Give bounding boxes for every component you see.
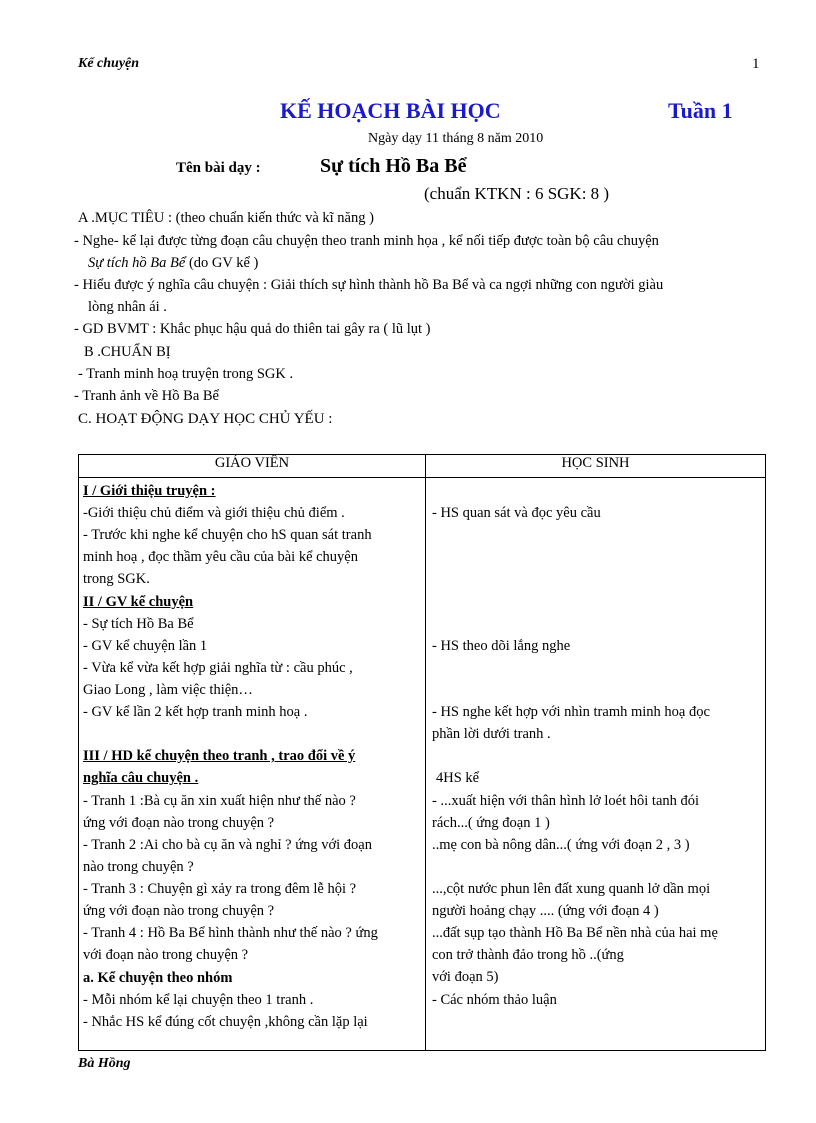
section-heading-3: III / HD kể chuyện theo tranh , trao đổi về ý (83, 748, 356, 764)
objective-note: (do GV kể ) (188, 255, 259, 271)
teacher-line: ứng với đoạn nào trong chuyện ? (83, 815, 275, 831)
teacher-line: - GV kể lần 2 kết hợp tranh minh hoạ . (83, 704, 308, 720)
objective-line (88, 255, 258, 272)
student-line: - ...xuất hiện với thân hình lở loét hôi tanh đói (432, 793, 700, 809)
teacher-line: - GV kể chuyện lần 1 (83, 638, 208, 654)
teacher-line: minh hoạ , đọc thầm yêu cầu của bài kể chuyện (83, 549, 358, 565)
teacher-line: - Tranh 3 : Chuyện gì xảy ra trong đêm lễ hội ? (83, 881, 357, 897)
objective-line: - Hiểu được ý nghĩa câu chuyện : Giải thích sự hình thành hồ Ba Bể và ca ngợi những con người giàu (74, 277, 664, 293)
teacher-line: ứng với đoạn nào trong chuyện ? (83, 903, 275, 919)
teacher-line: trong SGK. (83, 571, 150, 587)
teacher-line: - Nhắc HS kể đúng cốt chuyện ,không cần lặp lại (83, 1014, 368, 1030)
objectives-heading: A .MỤC TIÊU : (theo chuẩn kiến thức và kĩ năng ) (78, 210, 374, 226)
teacher-line: - Sự tích Hồ Ba Bể (83, 616, 194, 632)
section-heading-2: II / GV kể chuyện (83, 594, 194, 610)
student-line: ...đất sụp tạo thành Hồ Ba Bể nền nhà của hai mẹ (432, 925, 718, 941)
week-label: Tuần 1 (668, 98, 733, 123)
lesson-label: Tên bài dạy : (176, 160, 261, 176)
story-title-italic: Sự tích hồ Ba Bể (88, 255, 186, 271)
section-heading-3-cont: nghĩa câu chuyện . (83, 770, 199, 786)
section-heading-1: I / Giới thiệu truyện : (83, 483, 216, 499)
header-subject: Kể chuyện (78, 56, 140, 71)
student-line: - Các nhóm thảo luận (432, 992, 557, 1008)
subsection-heading: a. Kể chuyện theo nhóm (83, 970, 233, 986)
preparation-line: - Tranh minh hoạ truyện trong SGK . (78, 366, 294, 382)
student-line: với đoạn 5) (432, 969, 499, 985)
preparation-heading: B .CHUẨN BỊ (84, 344, 171, 360)
teacher-cell (79, 478, 426, 1051)
teacher-line: với đoạn nào trong chuyện ? (83, 947, 249, 963)
student-line: - HS theo dõi lắng nghe (432, 638, 571, 654)
lesson-name: Sự tích Hồ Ba Bể (320, 155, 467, 177)
footer-author: Bà Hồng (78, 1056, 131, 1071)
teacher-line: - Mỗi nhóm kể lại chuyện theo 1 tranh . (83, 992, 314, 1008)
teacher-line: Giao Long , làm việc thiện… (83, 682, 253, 698)
activities-heading: C. HOẠT ĐỘNG DẠY HỌC CHỦ YẾU : (78, 411, 333, 427)
teacher-line: nào trong chuyện ? (83, 859, 194, 875)
student-line: phần lời dưới tranh . (432, 726, 551, 742)
objective-line: lòng nhân ái . (88, 299, 167, 315)
activities-table (78, 454, 766, 1051)
teacher-line: - Vừa kể vừa kết hợp giải nghĩa từ : cầu phúc , (83, 660, 353, 676)
student-line: rách...( ứng đoạn 1 ) (432, 815, 550, 831)
student-line: - HS nghe kết hợp với nhìn tramh minh hoạ đọc (432, 704, 710, 720)
page-title: KẾ HOẠCH BÀI HỌC (280, 98, 501, 123)
student-cell (426, 478, 766, 1051)
standard-line: (chuẩn KTKN : 6 SGK: 8 ) (424, 184, 610, 203)
teacher-line: - Tranh 2 :Ai cho bà cụ ăn và nghỉ ? ứng với đoạn (83, 837, 372, 853)
student-line: 4HS kể (436, 770, 480, 786)
teacher-line: - Trước khi nghe kể chuyện cho hS quan sát tranh (83, 527, 372, 543)
preparation-line: - Tranh ảnh về Hồ Ba Bể (74, 388, 219, 404)
student-column-header: HỌC SINH (426, 455, 766, 478)
student-line: ..mẹ con bà nông dân...( ứng với đoạn 2 , 3 ) (432, 837, 690, 853)
teacher-line: - Tranh 4 : Hồ Ba Bể hình thành như thế nào ? ứng (83, 925, 378, 941)
teacher-column-header: GIÁO VIÊN (79, 455, 426, 478)
teacher-line: - Tranh 1 :Bà cụ ăn xin xuất hiện như thế nào ? (83, 793, 356, 809)
page-number: 1 (752, 56, 760, 72)
student-line: người hoảng chạy .... (ứng với đoạn 4 ) (432, 903, 659, 919)
objective-line: - GD BVMT : Khắc phục hậu quả do thiên tai gây ra ( lũ lụt ) (74, 321, 431, 337)
student-line: con trở thành đảo trong hồ ..(ứng (432, 947, 624, 963)
teacher-line: -Giới thiệu chủ điểm và giới thiệu chủ điểm . (83, 505, 345, 521)
date-line: Ngày dạy 11 tháng 8 năm 2010 (368, 131, 544, 146)
objective-line: - Nghe- kể lại được từng đoạn câu chuyện theo tranh minh họa , kể nối tiếp được toàn bộ câu chuyện (74, 233, 659, 249)
student-line: - HS quan sát và đọc yêu cầu (432, 505, 601, 521)
student-line: ...,cột nước phun lên đất xung quanh lở dần mọi (432, 881, 711, 897)
